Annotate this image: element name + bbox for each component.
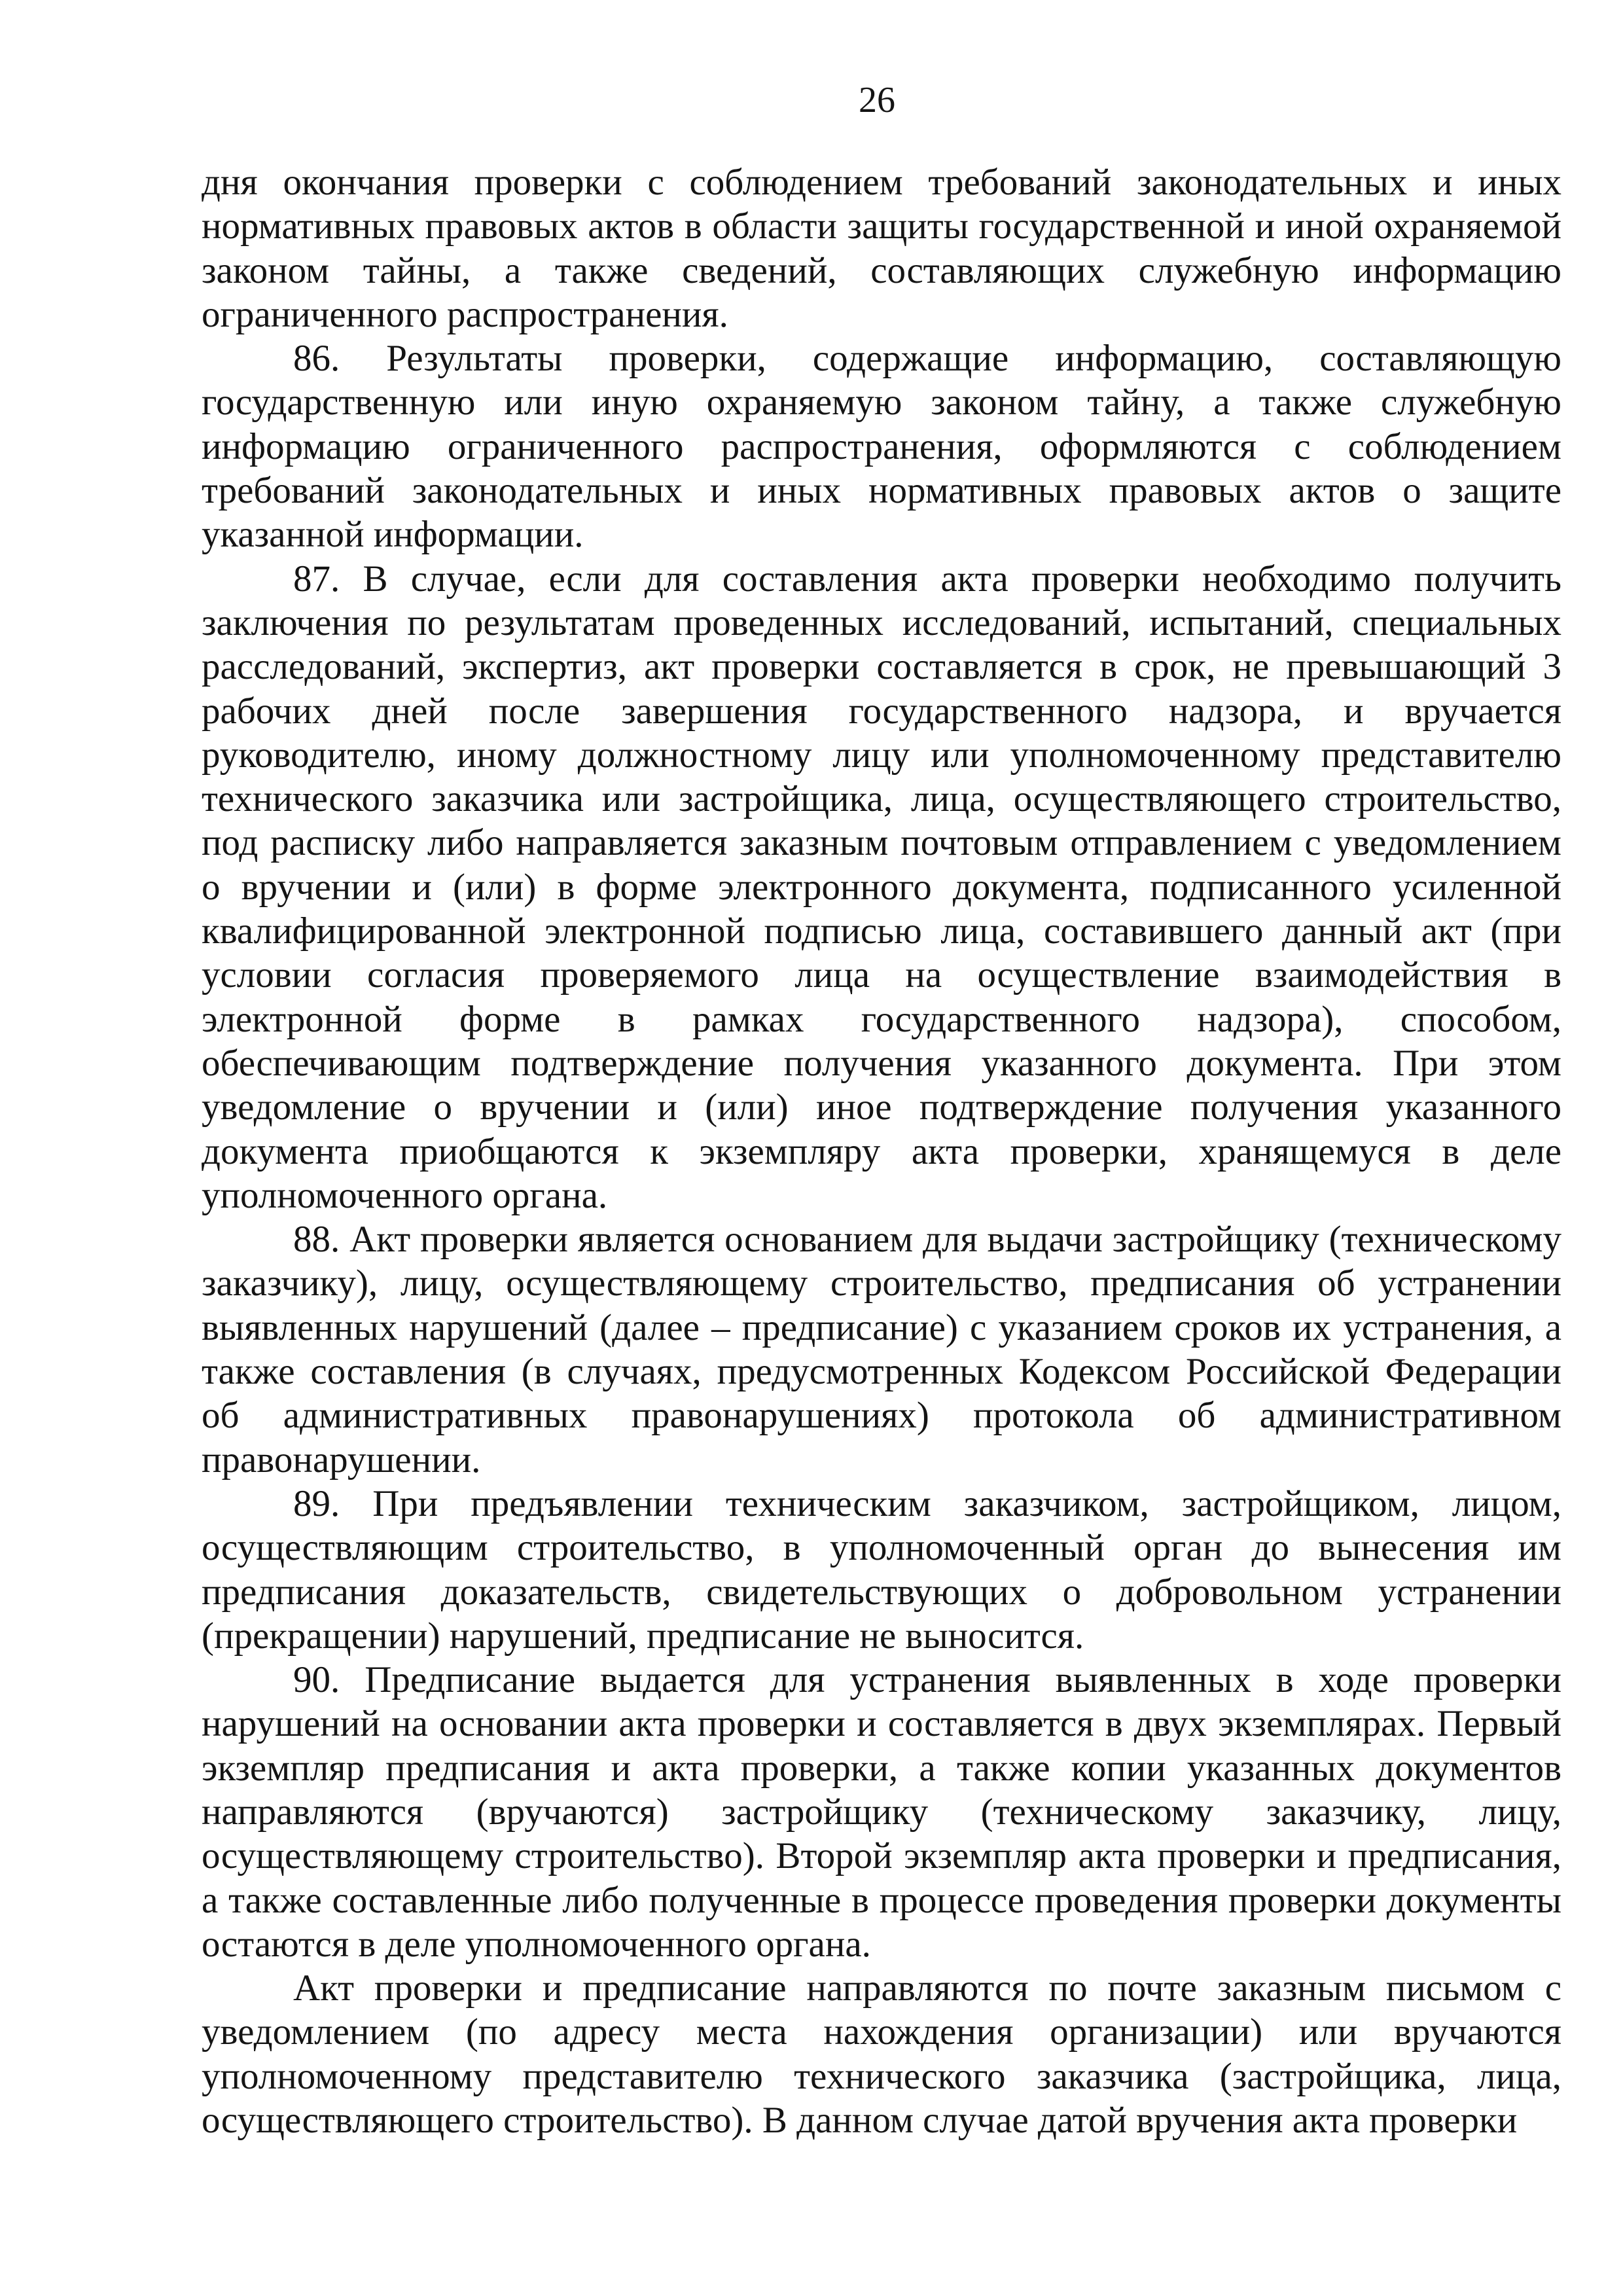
paragraph-88 bbox=[202, 1217, 1561, 1482]
paragraph-number: 87. bbox=[293, 558, 340, 600]
paragraph-90 bbox=[202, 1658, 1561, 1966]
paragraph-delivery bbox=[202, 1966, 1561, 2142]
paragraph-number: 90. bbox=[293, 1659, 340, 1701]
paragraph-number: 88. bbox=[293, 1219, 340, 1261]
paragraph-89 bbox=[202, 1482, 1561, 1658]
paragraph-text: Акт проверки является основанием для выдачи застройщику (техническому заказчику), лицу, осуществляющему строительство, предписания об устранении выявленных нарушений (далее – предписание) с указанием сроков их устранения, а также составления (в случаях, предусмотренных Кодексом Российской Федерации об административных правонарушениях) протокола об административном правонарушении. bbox=[202, 1219, 1562, 1480]
paragraph-text: Акт проверки и предписание направляются по почте заказным письмом с уведомлением (по адресу места нахождения организации) или вручаются уполномоченному представителю технического заказчика (застройщика, лица, осуществляющего строительство). В данном случае датой вручения акта проверки bbox=[202, 1967, 1561, 2142]
page-number: 26 bbox=[859, 80, 895, 120]
paragraph-text: Предписание выдается для устранения выявленных в ходе проверки нарушений на основании акта проверки и составляется в двух экземплярах. Первый экземпляр предписания и акта проверки, а также копии указанных документов направляются (вручаются) застройщику (техническому заказчику, лицу, осуществляющему строительство). Второй экземпляр акта проверки и предписания, а также составленные либо полученные в процессе проведения проверки документы остаются в деле уполномоченного органа. bbox=[202, 1659, 1561, 1965]
paragraph-text: дня окончания проверки с соблюдением требований законодательных и иных нормативных правовых актов в области защиты государственной и иной охраняемой законом тайны, а также сведений, составляющих служебную информацию ограниченного распространения. bbox=[202, 162, 1561, 335]
paragraph-text: В случае, если для составления акта проверки необходимо получить заключения по результатам проведенных исследований, испытаний, специальных расследований, экспертиз, акт проверки составляется в срок, не превышающий 3 рабочих дней после завершения государственного надзора, и вручается руководителю, иному должностному лицу или уполномоченному представителю технического заказчика или застройщика, лица, осуществляющего строительство, под расписку либо направляется заказным почтовым отправлением с уведомлением о вручении и (или) в форме электронного документа, подписанного усиленной квалифицированной электронной подписью лица, составившего данный акт (при условии согласия проверяемого лица на осуществление взаимодействия в электронной форме в рамках государственного надзора), способом, обеспечивающим подтверждение получения указанного документа. При этом уведомление о вручении и (или) иное подтверждение получения указанного документа приобщаются к экземпляру акта проверки, хранящемуся в деле уполномоченного органа. bbox=[202, 558, 1562, 1216]
paragraph-text: При предъявлении техническим заказчиком, застройщиком, лицом, осуществляющим строительство, в уполномоченный орган до вынесения им предписания доказательств, свидетельствующих о добровольном устранении (прекращении) нарушений, предписание не выносится. bbox=[202, 1482, 1561, 1657]
paragraph-number: 89. bbox=[293, 1482, 340, 1524]
document-body bbox=[202, 160, 1561, 2142]
paragraph-continuation bbox=[202, 160, 1561, 336]
paragraph-87 bbox=[202, 557, 1561, 1217]
paragraph-text: Результаты проверки, содержащие информацию, составляющую государственную или иную охраняемую законом тайну, а также служебную информацию ограниченного распространения, оформляются с соблюдением требований законодательных и иных нормативных правовых актов о защите указанной информации. bbox=[202, 338, 1562, 556]
paragraph-number: 86. bbox=[293, 338, 340, 380]
paragraph-86 bbox=[202, 336, 1561, 556]
